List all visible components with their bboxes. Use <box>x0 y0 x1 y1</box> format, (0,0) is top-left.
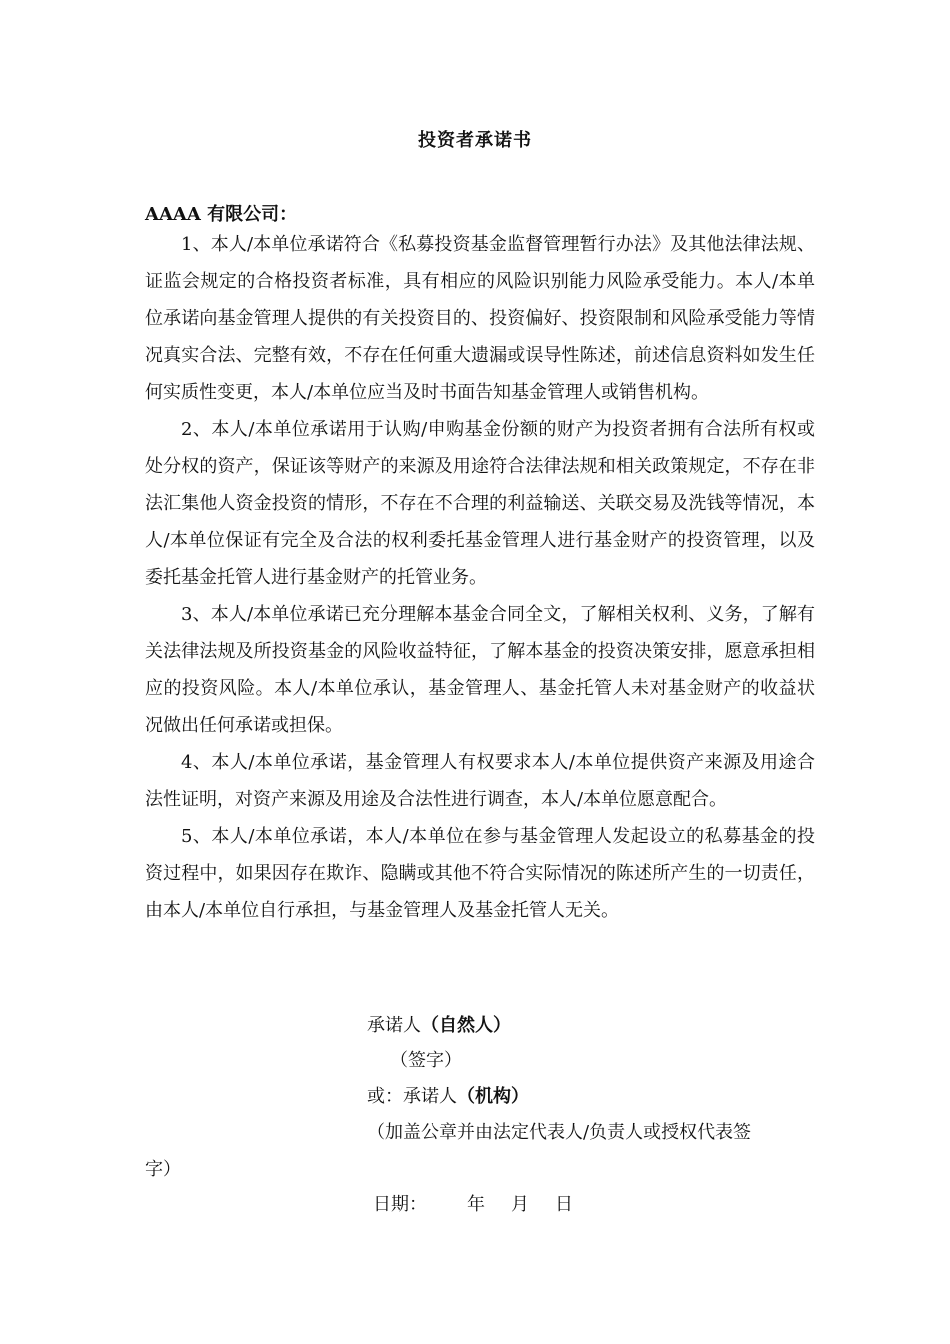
org-prefix: 或：承诺人 <box>367 1086 457 1107</box>
paragraph-5: 5、本人/本单位承诺，本人/本单位在参与基金管理人发起设立的私募基金的投资过程中，如果因存在欺诈、隐瞒或其他不符合实际情况的陈述所产生的一切责任，由本人/本单位自行承担，与基金管理人及基金托管人无关。 <box>145 826 815 921</box>
commitment-body <box>145 226 815 929</box>
date-day: 日 <box>555 1194 573 1215</box>
seal-note-line-1: （加盖公章并由法定代表人/负责人或授权代表签 <box>367 1122 752 1143</box>
sign-note: （签字） <box>390 1050 462 1071</box>
date-month: 月 <box>511 1194 529 1215</box>
date-year: 年 <box>467 1194 485 1215</box>
paragraph-3: 3、本人/本单位承诺已充分理解本基金合同全文，了解相关权利、义务，了解有关法律法规及所投资基金的风险收益特征，了解本基金的投资决策安排，愿意承担相应的投资风险。本人/本单位承认，基金管理人、基金托管人未对基金财产的收益状况做出任何承诺或担保。 <box>145 604 815 736</box>
document-title: 投资者承诺书 <box>418 130 532 151</box>
addressee: AAAA 有限公司： <box>145 204 298 225</box>
natural-person-label: （自然人） <box>421 1015 511 1036</box>
signer-natural-person <box>367 1011 511 1037</box>
date-line <box>373 1190 573 1216</box>
date-label: 日期： <box>373 1194 427 1215</box>
paragraph-4: 4、本人/本单位承诺，基金管理人有权要求本人/本单位提供资产来源及用途合法性证明，对资产来源及用途及合法性进行调查，本人/本单位愿意配合。 <box>145 752 815 810</box>
org-label: （机构） <box>457 1086 529 1107</box>
signer-organization <box>367 1082 529 1108</box>
paragraph-2: 2、本人/本单位承诺用于认购/申购基金份额的财产为投资者拥有合法所有权或处分权的资产，保证该等财产的来源及用途符合法律法规和相关政策规定，不存在非法汇集他人资金投资的情形，不存在不合理的利益输送、关联交易及洗钱等情况，本人/本单位保证有完全及合法的权利委托基金管理人进行基金财产的投资管理，以及委托基金托管人进行基金财产的托管业务。 <box>145 419 815 588</box>
signer-prefix: 承诺人 <box>367 1015 421 1036</box>
paragraph-1: 1、本人/本单位承诺符合《私募投资基金监督管理暂行办法》及其他法律法规、证监会规定的合格投资者标准，具有相应的风险识别能力风险承受能力。本人/本单位承诺向基金管理人提供的有关投资目的、投资偏好、投资限制和风险承受能力等情况真实合法、完整有效，不存在任何重大遗漏或误导性陈述，前述信息资料如发生任何实质性变更，本人/本单位应当及时书面告知基金管理人或销售机构。 <box>145 234 815 403</box>
seal-note-line-2: 字） <box>145 1159 181 1180</box>
